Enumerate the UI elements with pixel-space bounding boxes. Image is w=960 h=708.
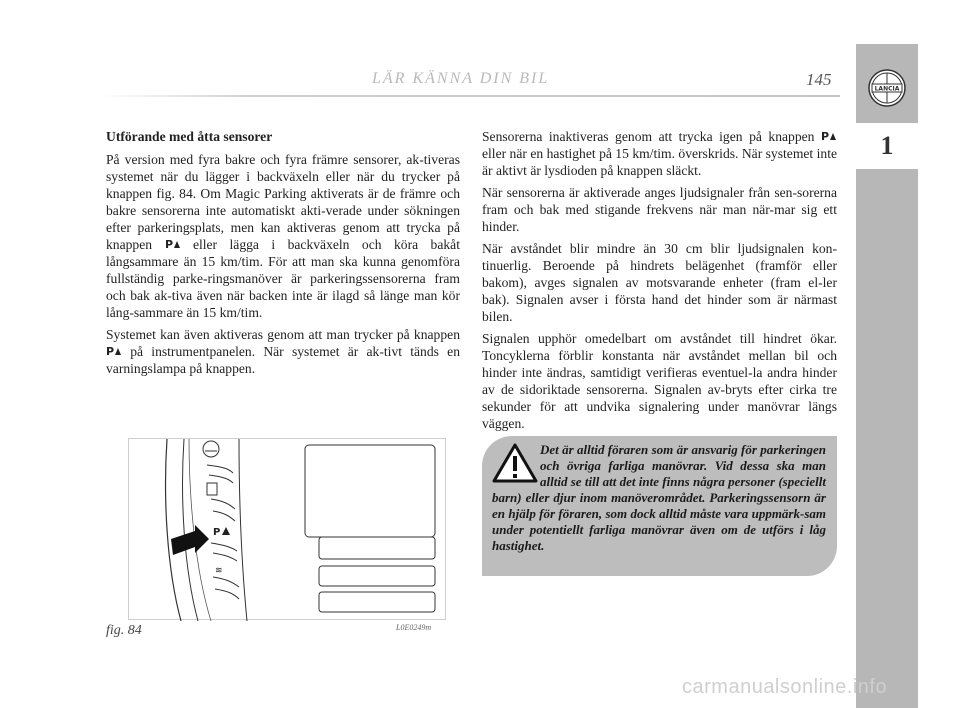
dashboard-drawing [129,439,447,621]
figure-code: L0E0249m [396,623,432,632]
right-paragraph-4: Signalen upphör omedelbart om avståndet till hindret ökar. Toncyklerna förblir konstanta när avståndet mellan bil och hinder inte ändras, samtidigt verifieras eventuel-la andra hinder av de sidoriktade sensorerna. Signalen av-bryts efter cirka tre sekunder för att undvika signalering under manövrar längs väggen. [482,331,837,431]
right-paragraph-1-part-a: Sensorerna inaktiveras genom att trycka igen på knappen [482,129,815,144]
lancia-logo-text: LANCIA [874,85,900,93]
parking-sensor-icon [165,238,181,250]
left-paragraph-2-part-b: på instrumentpanelen. När systemet är ak-tivt tänds en varningslampa på knappen. [106,344,460,376]
lancia-logo-icon [867,68,907,108]
right-column [482,128,837,437]
right-paragraph-1 [482,128,837,179]
header-rule [100,95,840,97]
left-paragraph-1 [106,151,460,321]
left-paragraph-2 [106,326,460,377]
warning-text [492,442,826,554]
watermark: carmanualsonline.info [682,676,888,698]
svg-text:P: P [106,345,115,357]
header-title: LÄR KÄNNA DIN BIL [372,70,550,87]
figure-caption: fig. 84 [106,623,142,638]
left-column [106,128,460,382]
right-paragraph-1-part-b: eller när en hastighet på 15 km/tim. överskrids. När systemet inte är aktivt är lysdioden på knappen släckt. [482,146,837,178]
dashboard-illustration [128,438,446,620]
svg-text:P: P [820,130,830,142]
parking-sensor-icon [106,345,122,357]
svg-text:≋: ≋ [215,566,223,576]
page-number: 145 [806,70,832,89]
left-paragraph-1-part-b: eller lägga i backväxeln och köra bakåt långsammare än 15 km/tim. För att man ska kunna genomföra fullständig parke-ringsmanöver är parkeringssensorerna fram och bak ak-tiva även när backen inte är ilagd så länge man kör lång-sammare än 15 km/tim. [106,237,460,320]
section-heading: Utförande med åtta sensorer [106,129,273,144]
parking-sensor-icon [821,130,837,142]
svg-text:P: P [213,527,221,538]
left-paragraph-2-part-a: Systemet kan även aktiveras genom att man trycker på knappen [106,327,460,342]
left-paragraph-1-part-a: På version med fyra bakre och fyra främre sensorer, ak-tiveras systemet när du lägger i backväxeln eller när du trycker på knappen fig. 84. Om Magic Parking aktiverats är de främre och bakre sensorerna inte automatiskt akti-verade under sökningen efter parkeringsplats, men kan aktiveras genom att trycka på knappen [106,152,460,252]
chapter-number: 1 [856,120,918,172]
warning-text-content: Det är alltid föraren som är ansvarig för parkeringen och övriga farliga manövrar. Vid dessa ska man alltid se till att det inte finns några personer (speciellt barn) eller djur inom manöverområdet. Parkeringssensorn är en hjälp för föraren, som dock alltid måste vara uppmärk-sam under potentiellt farliga manövrar även om de utförs i låg hastighet. [492,442,826,553]
svg-text:P: P [164,238,173,250]
warning-box [482,436,837,576]
right-paragraph-2: När sensorerna är aktiverade anges ljudsignaler från sen-sorerna fram och bak med stigande frekvens när man när-mar sig ett hinder. [482,185,837,234]
right-paragraph-3: När avståndet blir mindre än 30 cm blir ljudsignalen kon-tinuerlig. Beroende på hindrets belägenhet (framför eller bakom), avges signalen av motsvarande enheter (fram el-ler bak). Signalen avser i första hand det hinder som är närmast bilen. [482,241,837,324]
